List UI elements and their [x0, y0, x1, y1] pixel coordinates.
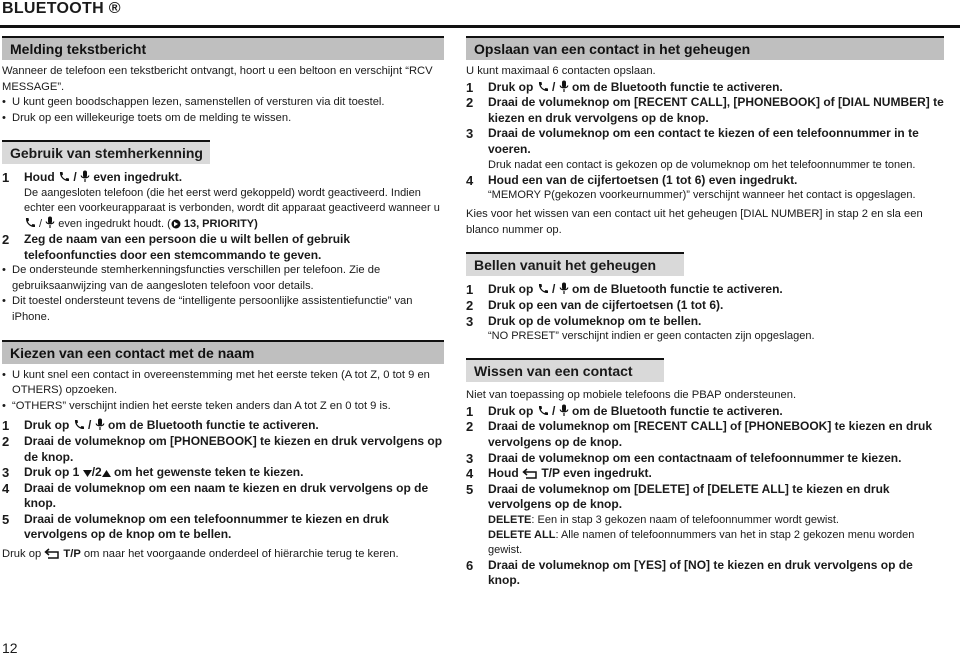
phone-icon [73, 419, 85, 431]
delete-step-4: 4 Houd T/P even ingedrukt. [466, 466, 652, 482]
section-title-recall: Bellen vanuit het geheugen [466, 252, 684, 276]
store-step-3: 3 Draai de volumeknop om een contact te kiezen of een telefoonnummer in te voeren. [466, 126, 919, 156]
delete-step-1: 1 Druk op / om de Bluetooth functie te activeren. [466, 403, 783, 419]
name-footer: Druk op T/P om naar het voorgaande onderdeel of hiërarchie terug te keren. [2, 548, 399, 561]
voice-step-1: 1 Houd / even ingedrukt. [2, 170, 183, 186]
recall-step-3: 3 Druk op de volumeknop om te bellen. [466, 313, 702, 329]
microphone-icon [45, 216, 55, 229]
delete-intro: Niet van toepassing op mobiele telefoons die PBAP ondersteunen. [466, 389, 797, 402]
name-step-5: 5 Draai de volumeknop om een telefoonnummer te kiezen en druk vervolgens op de knop om te bellen. [2, 511, 389, 542]
name-bullet: • “OTHERS” verschijnt indien het eerste teken anders dan A tot Z en 0 tot 9 is. [2, 399, 444, 415]
down-triangle-icon [83, 469, 92, 478]
back-icon [522, 468, 538, 479]
phone-icon [58, 171, 70, 183]
name-bullet: • U kunt snel een contact in overeenstemming met het eerste teken (A tot Z, 0 tot 9 en OTHERS) opzoeken. [2, 368, 444, 399]
name-step-3: 3 Druk op 1 /2 om het gewenste teken te kiezen. [2, 465, 304, 481]
microphone-icon [95, 418, 105, 431]
page-header [0, 0, 960, 24]
message-intro: Wanneer de telefoon een tekstbericht ontvangt, hoort u een beltoon en verschijnt “RCV MESSAGE”. [2, 65, 433, 93]
message-bullet: • U kunt geen boodschappen lezen, samenstellen of versturen via dit toestel. [2, 95, 444, 111]
phone-icon [537, 283, 549, 295]
phone-icon [537, 81, 549, 93]
voice-step-2: 2 Zeg de naam van een persoon die u wilt bellen of gebruik telefoonfuncties door een stemcommando te geven. [2, 231, 351, 262]
voice-bullet: • De ondersteunde stemherkenningsfuncties verschillen per telefoon. Zie de gebruiksaanwijzing van de aangesloten telefoon voor details. [2, 263, 444, 294]
store-step-2: 2 Draai de volumeknop om [RECENT CALL], [PHONEBOOK] of [DIAL NUMBER] te kiezen en druk vervolgens op de knop. [466, 95, 944, 125]
phone-icon [24, 217, 36, 229]
page-number: 12 [2, 640, 18, 656]
section-title-voice: Gebruik van stemherkenning [2, 140, 210, 164]
name-step-4: 4 Draai de volumeknop om een naam te kiezen en druk vervolgens op de knop. [2, 480, 429, 511]
section-title-name: Kiezen van een contact met de naam [2, 340, 444, 364]
recall-step-1: 1 Druk op / om de Bluetooth functie te activeren. [466, 282, 783, 298]
store-step-3-note: Druk nadat een contact is gekozen op de volumeknop om het telefoonnummer te tonen. [488, 158, 916, 171]
back-icon [44, 548, 60, 559]
section-title-store: Opslaan van een contact in het geheugen [466, 36, 944, 60]
phone-icon [537, 405, 549, 417]
store-note: Kies voor het wissen van een contact uit het geheugen [DIAL NUMBER] in stap 2 en sla een blanco nummer op. [466, 208, 923, 236]
store-step-1: 1 Druk op / om de Bluetooth functie te activeren. [466, 79, 783, 95]
delete-step-5-note: DELETE: Een in stap 3 gekozen naam of telefoonnummer wordt gewist. [488, 513, 839, 526]
message-bullet: • Druk op een willekeurige toets om de melding te wissen. [2, 111, 444, 127]
microphone-icon [80, 170, 90, 183]
microphone-icon [559, 282, 569, 295]
up-triangle-icon [102, 469, 111, 478]
store-step-4-note: “MEMORY P(gekozen voorkeurnummer)” verschijnt wanneer het contact is opgeslagen. [488, 189, 916, 202]
delete-step-6: 6 Draai de volumeknop om [YES] of [NO] te kiezen en druk vervolgens op de knop. [466, 557, 913, 588]
delete-step-3: 3 Draai de volumeknop om een contactnaam of telefoonnummer te kiezen. [466, 450, 902, 466]
store-step-4: 4 Houd een van de cijfertoetsen (1 tot 6) even ingedrukt. [466, 172, 798, 188]
section-title-delete: Wissen van een contact [466, 358, 664, 382]
microphone-icon [559, 80, 569, 93]
delete-step-2: 2 Draai de volumeknop om [RECENT CALL] of [PHONEBOOK] te kiezen en druk vervolgens op de knop. [466, 419, 933, 449]
name-step-1: 1 Druk op / om de Bluetooth functie te activeren. [2, 418, 319, 434]
recall-step-3-note: “NO PRESET” verschijnt indien er geen contacten zijn opgeslagen. [488, 330, 815, 343]
delete-step-5-note: DELETE ALL: Alle namen of telefoonnummers van het in stap 2 gekozen menu worden gewist. [488, 528, 915, 556]
voice-bullet: • Dit toestel ondersteunt tevens de “intelligente persoonlijke assistentiefunctie” van iPhone. [2, 294, 444, 325]
recall-step-2: 2 Druk op een van de cijfertoetsen (1 tot 6). [466, 297, 724, 313]
delete-step-5: 5 Draai de volumeknop om [DELETE] of [DELETE ALL] te kiezen en druk vervolgens op de knop. [466, 481, 890, 512]
name-step-2: 2 Draai de volumeknop om [PHONEBOOK] te kiezen en druk vervolgens op de knop. [2, 433, 443, 464]
section-title-message: Melding tekstbericht [2, 36, 444, 60]
microphone-icon [559, 404, 569, 417]
right-column [466, 36, 944, 589]
left-column [2, 36, 444, 563]
header-rule [0, 25, 960, 28]
page-title: BLUETOOTH ® [2, 0, 121, 17]
voice-step-1-note: De aangesloten telefoon (die het eerst werd gekoppeld) wordt geactiveerd. Indien echter een voorkeurapparaat is verbonden, wordt dit apparaat geactiveerd wanneer u / even ingedrukt houdt. ( 13, PRIORITY) [24, 186, 440, 230]
arrow-right-icon [171, 219, 181, 229]
store-intro: U kunt maximaal 6 contacten opslaan. [466, 65, 656, 77]
